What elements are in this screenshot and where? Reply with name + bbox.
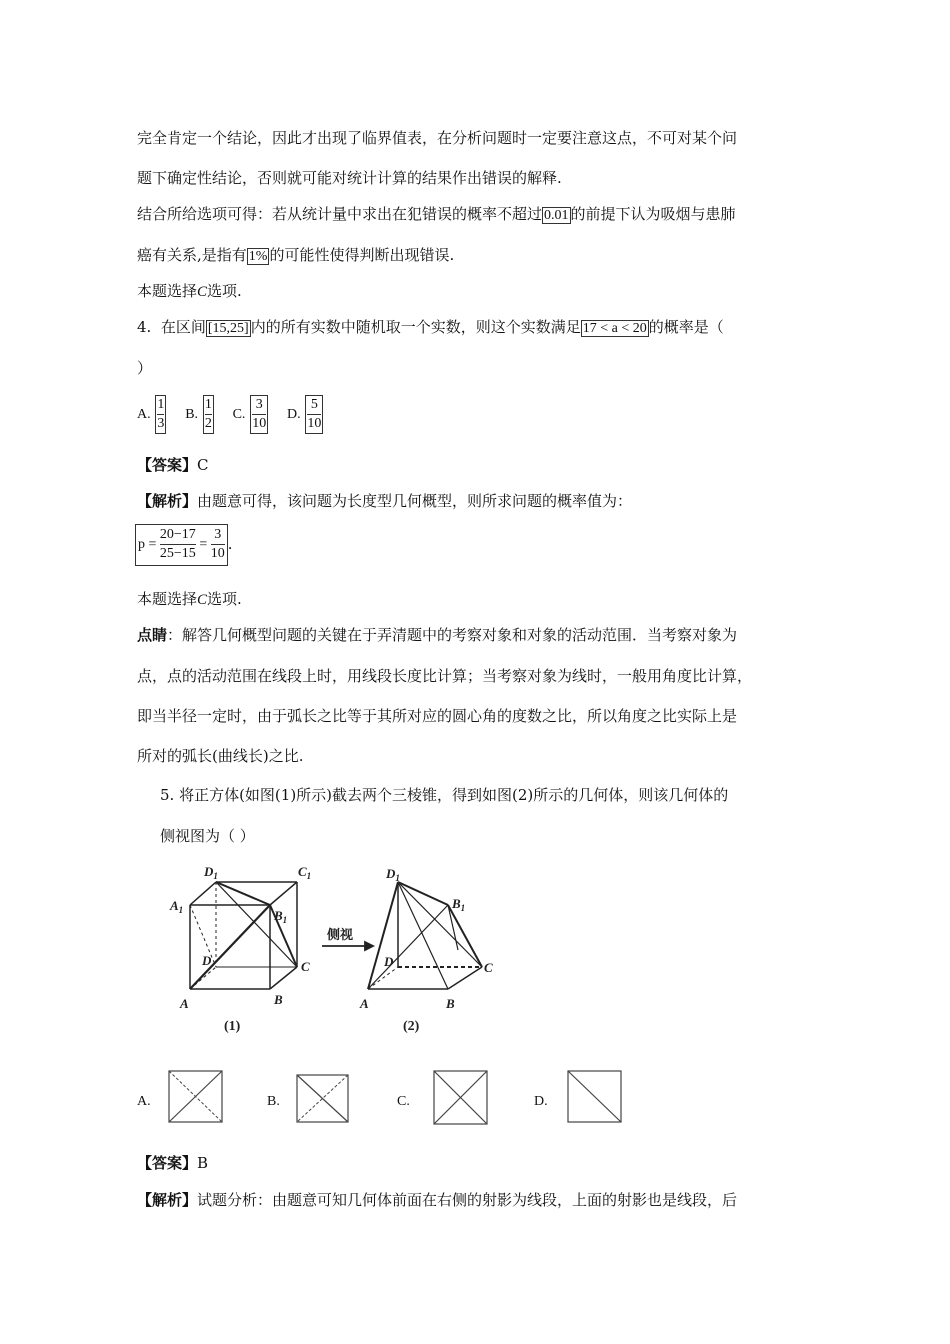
option-d-view <box>567 1070 623 1124</box>
text-segment: 结合所给选项可得：若从统计量中求出在犯错误的概率不超过 <box>137 205 543 223</box>
denominator: 25−15 <box>159 546 196 562</box>
label-d: D <box>384 954 394 969</box>
formula <box>135 524 233 566</box>
denominator: 10 <box>210 546 225 562</box>
label-b: B <box>446 996 455 1011</box>
option-label: B. <box>267 1094 280 1109</box>
text-segment: 在区间 <box>160 318 206 336</box>
geometry-figure <box>160 860 520 1040</box>
note-tag: 点睛 <box>137 626 168 644</box>
question-5-stem: 侧视图为（ ） <box>160 827 255 845</box>
text-line <box>137 281 242 302</box>
cube-figure <box>190 882 297 989</box>
option-a <box>137 392 166 436</box>
vertex-subscript: 1 <box>306 871 312 881</box>
label-d1 <box>203 864 218 881</box>
label-c: C <box>301 959 310 974</box>
answer-tag: 【答案】 <box>137 456 198 474</box>
vertex-subscript: 1 <box>395 873 400 883</box>
equals-sign: = <box>199 537 208 552</box>
numerator: 3 <box>211 526 225 545</box>
formula-p: p = <box>138 537 157 552</box>
answer-tag: 【答案】 <box>137 1154 198 1172</box>
option-letter: C <box>197 284 208 300</box>
fraction <box>155 395 166 434</box>
value-box: 1% <box>248 248 268 264</box>
text-line <box>137 589 242 610</box>
vertex-subscript: 1 <box>213 871 218 881</box>
vertex-subscript: 1 <box>178 905 184 915</box>
option-label: B. <box>185 407 199 422</box>
label-a1 <box>169 898 183 915</box>
denominator: 10 <box>307 415 322 431</box>
period: . <box>227 535 233 553</box>
denominator: 10 <box>252 415 267 431</box>
analysis-line <box>137 491 632 511</box>
answer-line <box>137 455 209 475</box>
note-line <box>137 625 737 645</box>
numerator: 1 <box>205 396 212 415</box>
text-line: 完全肯定一个结论，因此才出现了临界值表，在分析问题时一定要注意这点，不可对某个问 <box>137 129 738 147</box>
option-b <box>185 392 214 436</box>
text-segment: 内的所有实数中随机取一个实数，则这个实数满足 <box>250 318 581 336</box>
option-label: D. <box>287 407 301 422</box>
text-segment: 本题选择 <box>137 282 198 300</box>
label-d1 <box>385 866 400 883</box>
numerator: 1 <box>157 396 164 415</box>
label-b1 <box>273 908 287 925</box>
denominator: 2 <box>204 415 212 431</box>
vertex-label: C <box>298 864 307 879</box>
question-number: 4. <box>137 318 152 336</box>
note-line: 所对的弧长(曲线长)之比. <box>137 747 304 765</box>
analysis-text: 试题分析：由题意可知几何体前面在右侧的射影为线段，上面的射影也是线段，后 <box>197 1191 738 1209</box>
option-b-view <box>296 1074 350 1124</box>
vertex-label: B <box>274 908 283 923</box>
value-box: 0.01 <box>544 207 569 223</box>
option-label: A. <box>137 1094 151 1109</box>
fraction <box>305 395 323 434</box>
numerator: 3 <box>252 396 266 415</box>
label-a: A <box>180 996 189 1011</box>
option-label: C. <box>232 407 246 422</box>
arrow-icon <box>322 942 373 950</box>
text-segment: 的概率是（ <box>648 318 724 336</box>
vertex-label: D <box>204 864 214 879</box>
vertex-label: B <box>452 896 461 911</box>
numerator: 5 <box>307 396 321 415</box>
arrow-label: 侧视 <box>327 927 354 942</box>
label-a: A <box>360 996 369 1011</box>
text-segment: 的可能性使得判断出现错误. <box>269 246 455 264</box>
question-5-stem: 5. 将正方体(如图(1)所示)截去两个三棱锥，得到如图(2)所示的几何体，则该几何体的 <box>160 786 729 804</box>
text-line: 题下确定性结论，否则就可能对统计计算的结果作出错误的解释. <box>137 169 562 187</box>
label-c: C <box>484 960 493 975</box>
answer-value: B <box>197 1154 209 1172</box>
label-b1 <box>451 896 465 913</box>
condition-box: 17 < a < 20 <box>582 320 647 336</box>
fraction <box>250 395 268 434</box>
numerator: 20−17 <box>160 526 196 545</box>
text-line <box>137 204 736 224</box>
text-segment: 选项. <box>207 282 242 300</box>
question-4-options <box>137 392 337 436</box>
answer-value: C <box>197 456 209 474</box>
option-letter: C <box>197 592 208 608</box>
note-line: 点，点的活动范围在线段上时，用线段长度比计算；当考察对象为线时，一般用角度比计算， <box>137 667 753 685</box>
text-segment: 本题选择 <box>137 590 198 608</box>
vertex-label: A <box>170 898 179 913</box>
figure-2-caption: (2) <box>403 1019 420 1034</box>
analysis-tag: 【解析】 <box>137 492 198 510</box>
option-c-view <box>433 1070 489 1126</box>
analysis-line <box>137 1190 737 1210</box>
label-b: B <box>274 992 283 1007</box>
vertex-subscript: 1 <box>282 915 288 925</box>
text-segment: 选项. <box>207 590 242 608</box>
interval-box: [15,25] <box>207 320 249 336</box>
vertex-subscript: 1 <box>460 903 466 913</box>
question-4-stem <box>137 317 724 337</box>
text-segment: 癌有关系,是指有 <box>137 246 247 264</box>
solid-figure <box>368 882 482 989</box>
label-c1 <box>298 864 311 881</box>
option-label: A. <box>137 407 151 422</box>
note-line: 即当半径一定时，由于弧长之比等于其所对应的圆心角的度数之比，所以角度之比实际上是 <box>137 707 738 725</box>
analysis-tag: 【解析】 <box>137 1191 198 1209</box>
option-label: C. <box>397 1094 410 1109</box>
option-a-view <box>168 1070 224 1124</box>
fraction <box>203 395 214 434</box>
answer-line <box>137 1153 208 1173</box>
analysis-text: 由题意可得，该问题为长度型几何概型，则所求问题的概率值为： <box>197 492 633 510</box>
vertex-label: D <box>386 866 396 881</box>
option-c <box>233 392 269 436</box>
option-d <box>287 392 323 436</box>
option-label: D. <box>534 1094 548 1109</box>
denominator: 3 <box>157 415 165 431</box>
formula-box <box>135 524 228 566</box>
label-d: D <box>202 953 212 968</box>
note-text: ：解答几何概型问题的关键在于弄清题中的考察对象和对象的活动范围．当考察对象为 <box>167 626 738 644</box>
figure-1-caption: (1) <box>224 1019 241 1034</box>
fraction <box>211 526 225 563</box>
text-line: ） <box>137 359 153 377</box>
text-line <box>137 245 454 265</box>
fraction <box>160 526 196 563</box>
text-segment: 的前提下认为吸烟与患肺 <box>570 205 736 223</box>
